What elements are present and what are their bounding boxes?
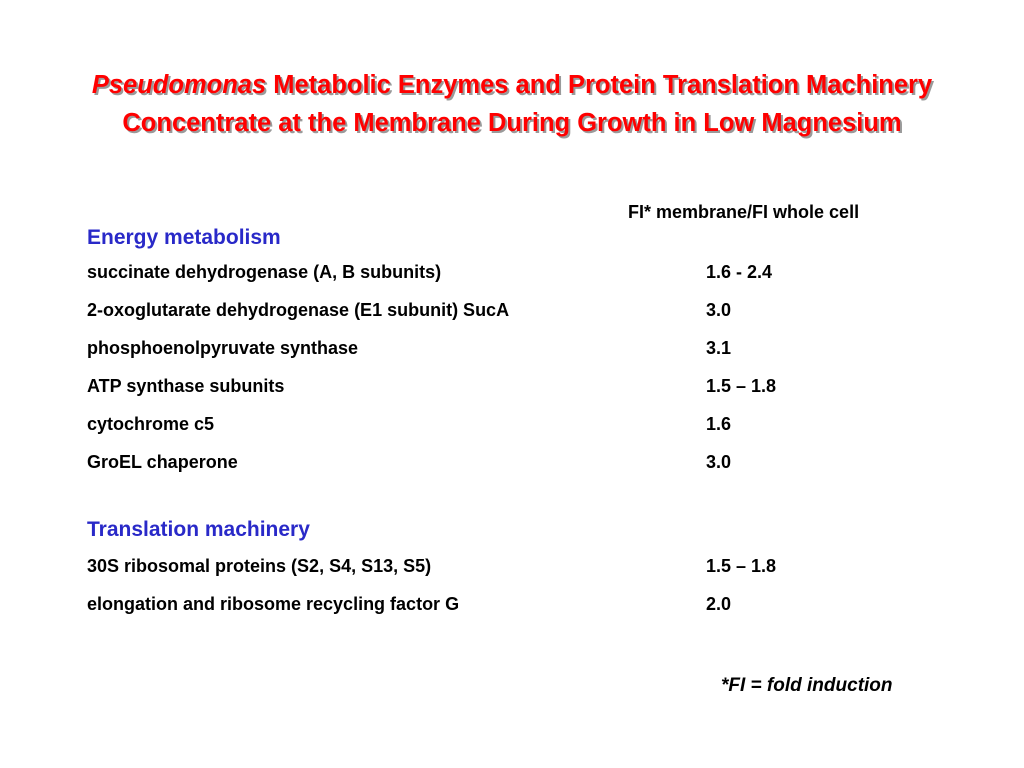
energy-row-label: cytochrome c5 bbox=[87, 414, 215, 434]
energy-row-label: GroEL chaperone bbox=[87, 452, 238, 472]
title-line-1 bbox=[0, 66, 1024, 104]
translation-row-label: 30S ribosomal proteins (S2, S4, S13, S5) bbox=[87, 556, 432, 576]
energy-row-label: ATP synthase subunits bbox=[87, 376, 285, 396]
energy-row-label: phosphoenolpyruvate synthase bbox=[87, 338, 359, 358]
energy-row-label: succinate dehydrogenase (A, B subunits) bbox=[87, 262, 442, 282]
energy-row-value: 1.6 bbox=[706, 414, 732, 434]
title-line-2: Concentrate at the Membrane During Growth in Low Magnesium bbox=[122, 109, 902, 137]
energy-row-value: 1.6 - 2.4 bbox=[706, 262, 773, 282]
energy-row-value: 3.1 bbox=[706, 338, 732, 358]
footnote: *FI = fold induction bbox=[721, 675, 893, 696]
section-heading-energy: Energy metabolism bbox=[87, 226, 281, 249]
column-header: FI* membrane/FI whole cell bbox=[628, 202, 860, 222]
energy-row-value: 1.5 – 1.8 bbox=[706, 376, 777, 396]
title-organism: Pseudomonas bbox=[91, 71, 267, 99]
translation-row-label: elongation and ribosome recycling factor G bbox=[87, 594, 460, 614]
slide-title bbox=[0, 66, 1024, 142]
section-heading-translation: Translation machinery bbox=[87, 518, 310, 541]
translation-row-value: 1.5 – 1.8 bbox=[706, 556, 777, 576]
title-line-1-rest: Metabolic Enzymes and Protein Translation Machinery bbox=[266, 71, 933, 99]
energy-row-value: 3.0 bbox=[706, 300, 732, 320]
translation-row-value: 2.0 bbox=[706, 594, 732, 614]
energy-row-label: 2-oxoglutarate dehydrogenase (E1 subunit) SucA bbox=[87, 300, 510, 320]
energy-row-value: 3.0 bbox=[706, 452, 732, 472]
